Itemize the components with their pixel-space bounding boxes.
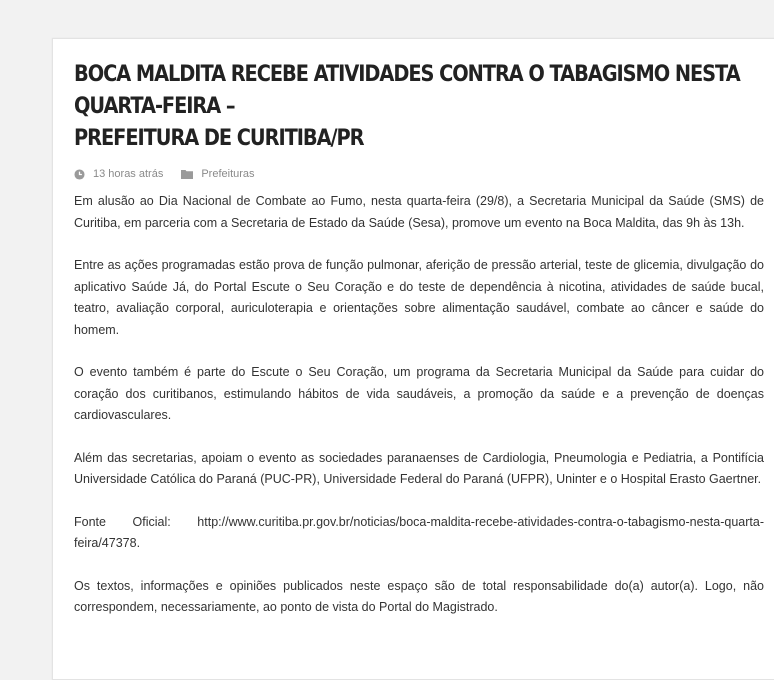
folder-icon <box>181 169 193 179</box>
article-source <box>74 512 764 555</box>
source-end: . <box>136 536 141 550</box>
article-title <box>74 59 769 155</box>
article-meta <box>74 165 764 183</box>
article-body <box>74 191 764 619</box>
article-paragraph: Em alusão ao Dia Nacional de Combate ao Fumo, nesta quarta-feira (29/8), a Secretaria Municipal da Saúde (SMS) de Curitiba, em parceria com a Secretaria de Estado da Saúde (Sesa), promove um evento na Boca Maldita, das 9h às 13h. <box>74 194 764 230</box>
article-paragraph: Além das secretarias, apoiam o evento as sociedades paranaenses de Cardiologia, Pneumologia e Pediatria, a Pontifícia Universidade Católica do Paraná (PUC-PR), Universidade Federal do Paraná (UFPR), Uninter e o Hospital Erasto Gaertner. <box>74 450 764 486</box>
article-title-line2: PREFEITURA DE CURITIBA/PR <box>74 126 364 151</box>
clock-icon <box>74 169 85 180</box>
article-title-line1: BOCA MALDITA RECEBE ATIVIDADES CONTRA O TABAGISMO NESTA QUARTA-FEIRA – <box>74 62 740 119</box>
source-label: Fonte Oficial: <box>74 514 171 529</box>
meta-category-link[interactable]: Prefeituras <box>201 168 255 180</box>
article-disclaimer: Os textos, informações e opiniões publicados neste espaço são de total responsabilidade do(a) autor(a). Logo, não correspondem, necessariamente, ao ponto de vista do Portal do Magistrado. <box>74 578 764 614</box>
article-paragraph: Entre as ações programadas estão prova de função pulmonar, aferição de pressão arterial, teste de glicemia, divulgação do aplicativo Saúde Já, do Portal Escute o Seu Coração e do teste de dependência à nicotina, atividades de saúde bucal, teatro, avaliação corporal, auriculoterapia e orientações sobre alimentação saudável, combate ao câncer e saúde do homem. <box>74 258 764 337</box>
source-link[interactable]: http://www.curitiba.pr.gov.br/noticias/boca-maldita-recebe-atividades-contra-o-tabagismo-nesta-quarta-feira/47378 <box>74 514 764 550</box>
meta-time <box>74 168 163 180</box>
article-card <box>52 38 774 680</box>
meta-category[interactable] <box>181 168 254 180</box>
article-content <box>74 59 764 640</box>
article-paragraph: O evento também é parte do Escute o Seu Coração, um programa da Secretaria Municipal da Saúde para cuidar do coração dos curitibanos, estimulando hábitos de vida saudáveis, a promoção da saúde e a prevenção de doenças cardiovasculares. <box>74 365 764 422</box>
meta-time-text: 13 horas atrás <box>93 168 164 180</box>
